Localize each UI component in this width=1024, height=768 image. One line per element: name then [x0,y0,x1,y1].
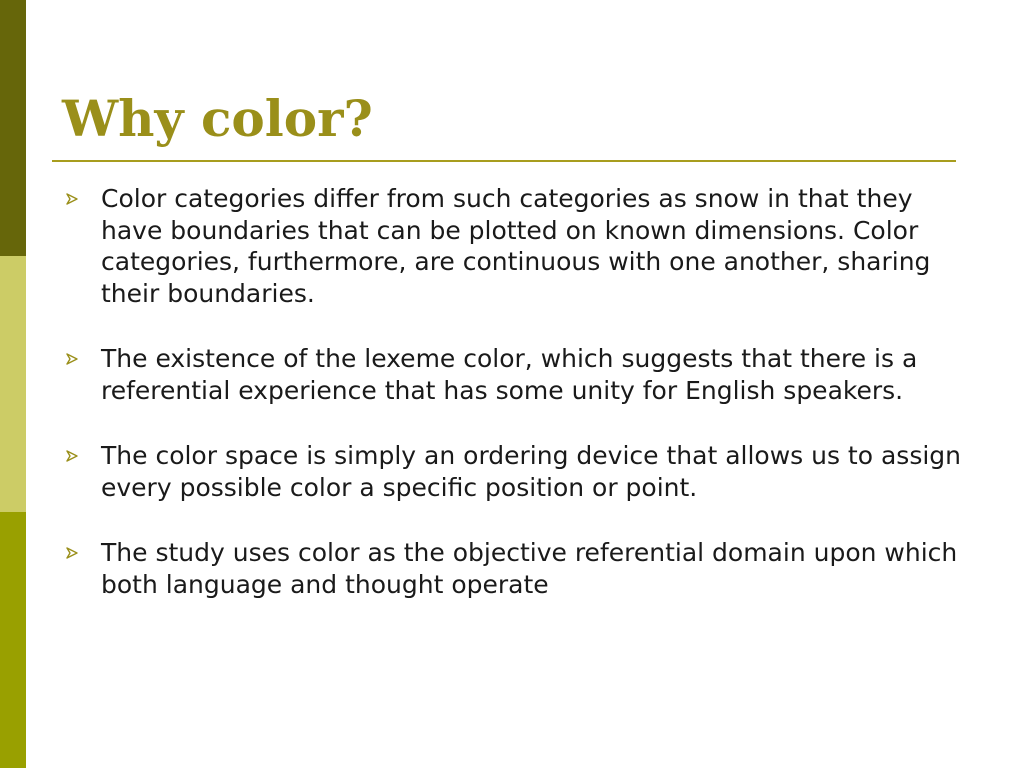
bullet-item [62,183,962,309]
bullet-list [62,183,962,634]
bullet-item [62,440,962,503]
decorative-side-bar [0,0,26,768]
bullet-item [62,537,962,600]
side-bar-middle-segment [0,256,26,512]
side-bar-bottom-segment [0,512,26,768]
side-bar-top-segment [0,0,26,256]
bullet-text: The color space is simply an ordering device that allows us to assign every possible color a specific position or point. [101,441,962,502]
bullet-item [62,343,962,406]
arrowhead-bullet-icon [65,352,79,366]
title-divider [52,160,956,162]
bullet-text: The existence of the lexeme color, which suggests that there is a referential experience that has some unity for English speakers. [101,344,918,405]
bullet-text: The study uses color as the objective referential domain upon which both language and thought operate [101,538,958,599]
arrowhead-bullet-icon [65,546,79,560]
arrowhead-bullet-icon [65,192,79,206]
arrowhead-bullet-icon [65,449,79,463]
bullet-text: Color categories differ from such categories as snow in that they have boundaries that can be plotted on known dimensions. Color categories, furthermore, are continuous with one another, sharing their boundaries. [101,184,931,308]
slide-title: Why color? [62,89,373,148]
